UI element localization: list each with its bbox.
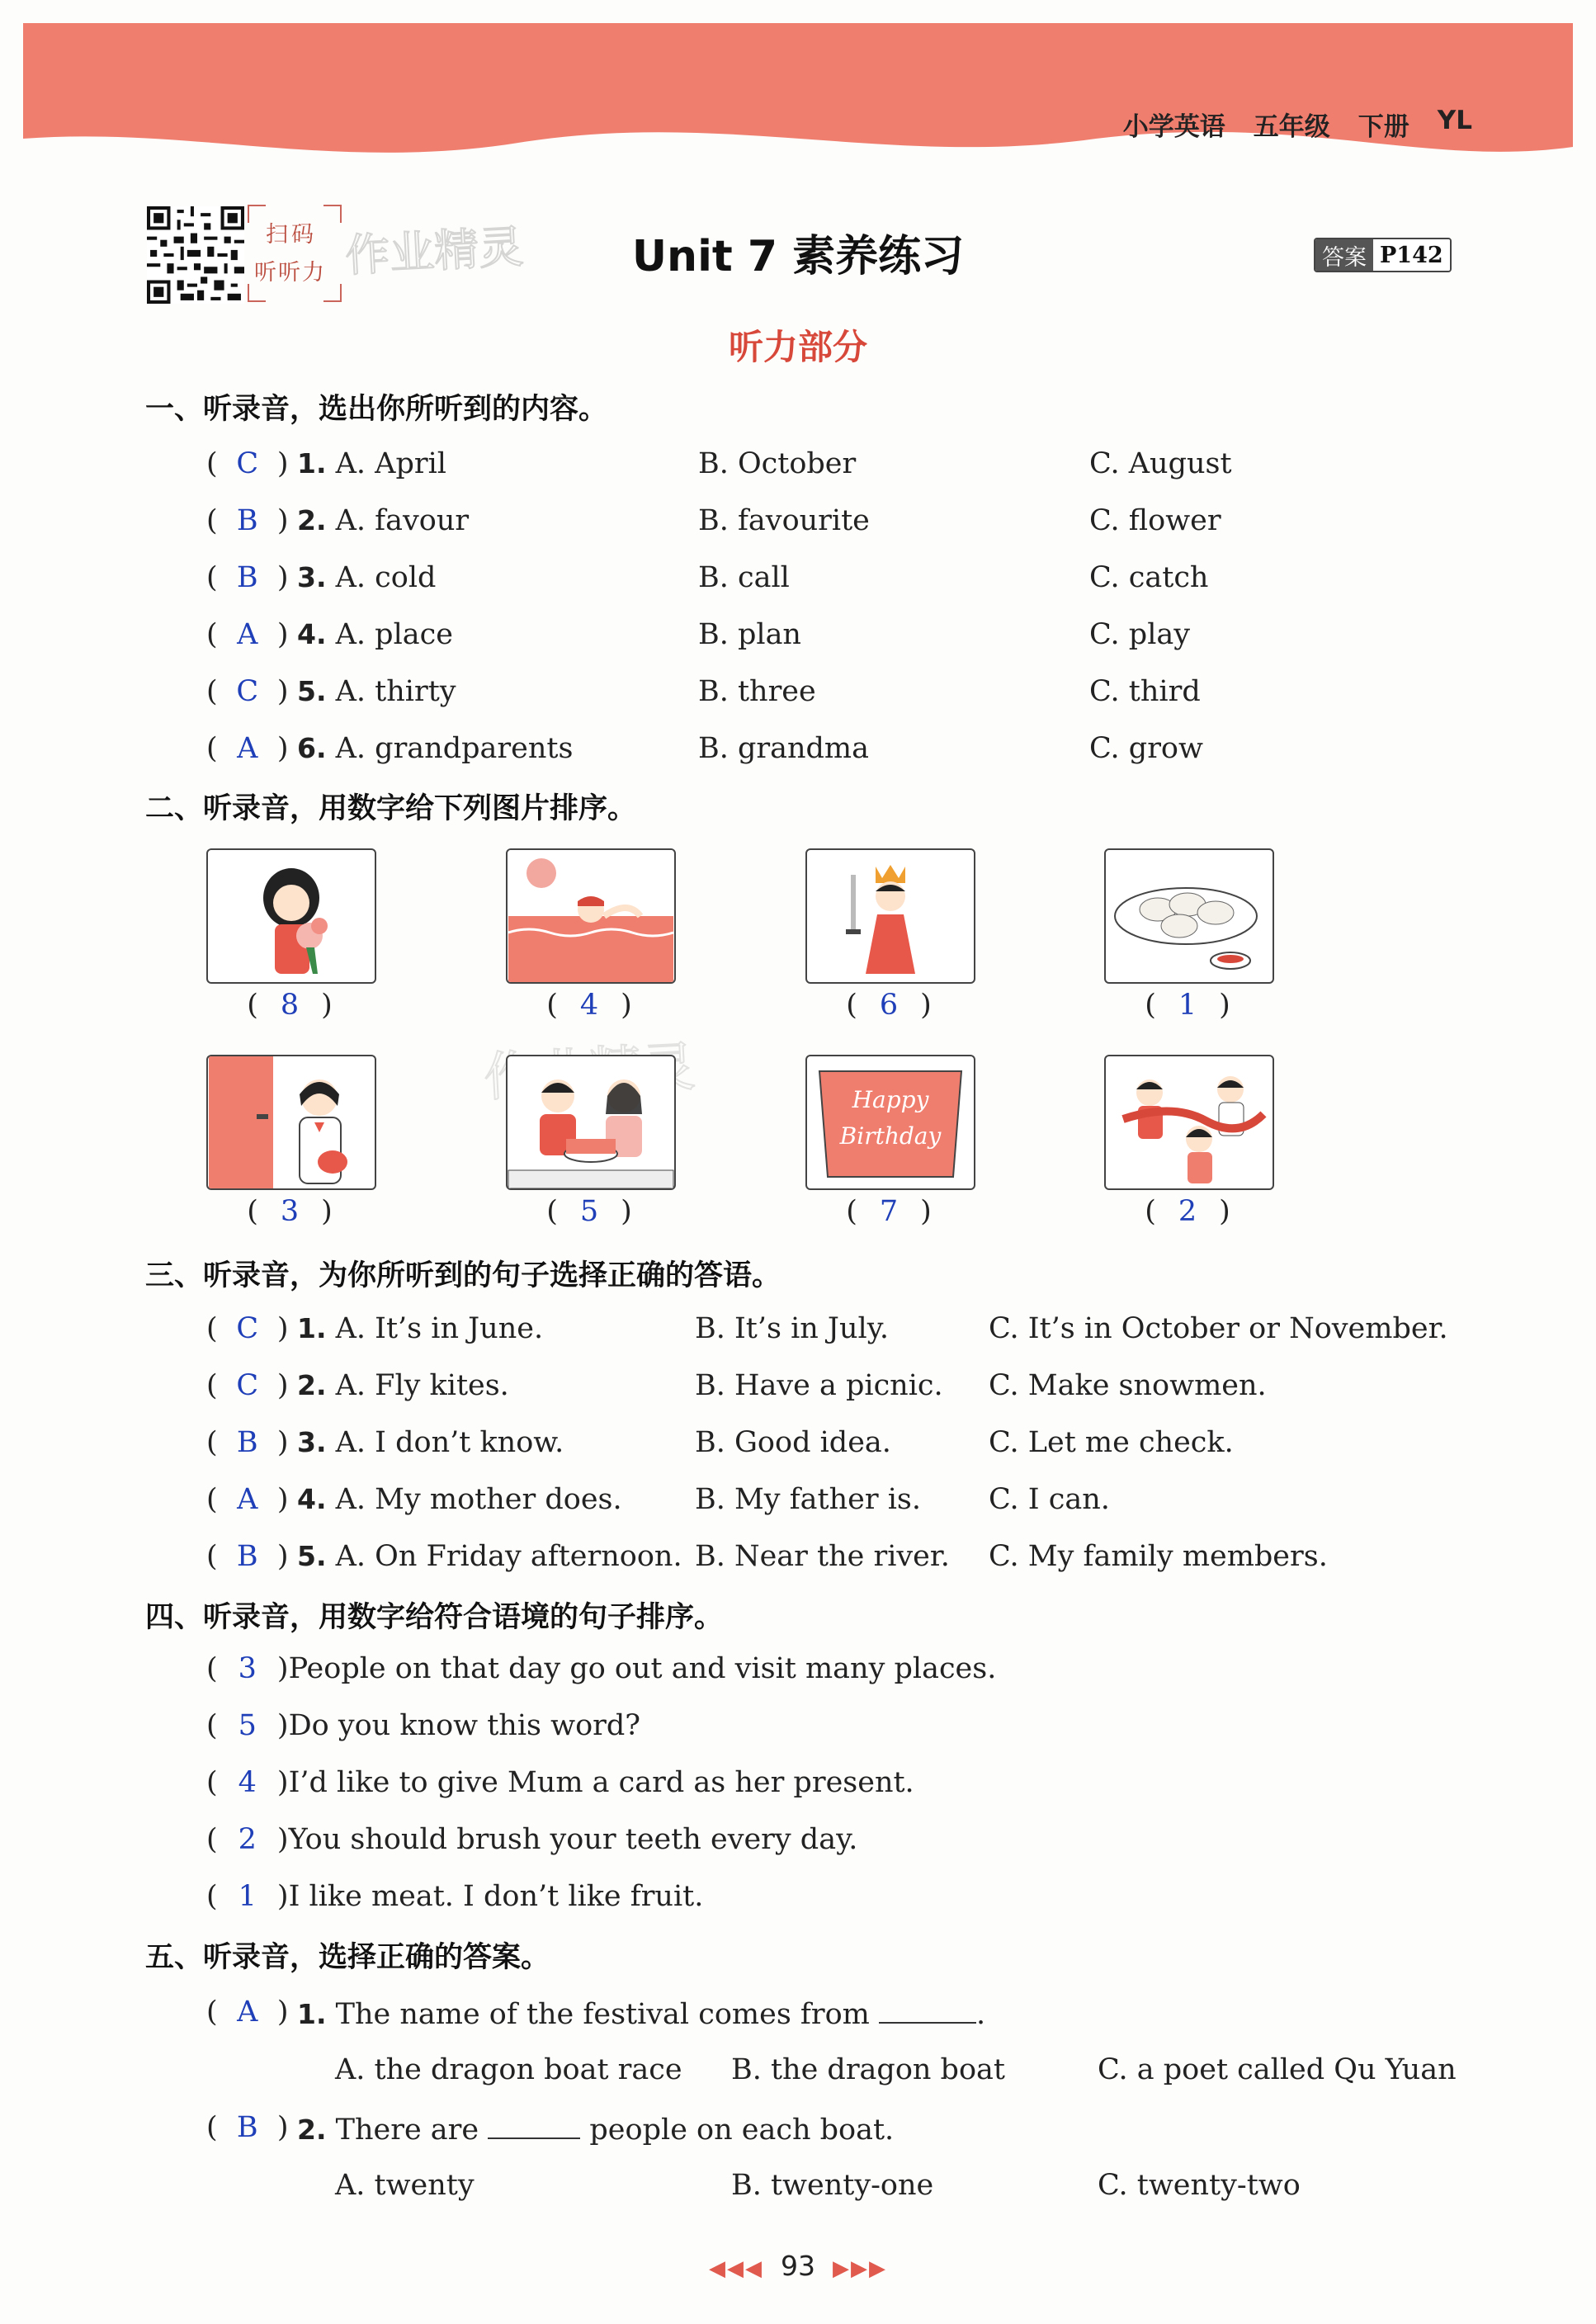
answer-value: 5: [579, 1195, 599, 1228]
answer-paren: ( B ): [206, 1426, 289, 1459]
answer-paren: ( 5 )Do you know this word?: [206, 1709, 641, 1742]
question-option-a: [297, 1426, 564, 1459]
option-a: A. thirty: [335, 675, 456, 708]
option-b: B. favourite: [698, 504, 870, 537]
picture-order-answer: ( 2 ): [1145, 1195, 1230, 1228]
answer-value: B: [236, 1426, 258, 1459]
question-option-a: [297, 1312, 543, 1345]
sentence-row: [0, 1823, 1596, 1864]
answer-value: 8: [280, 989, 300, 1022]
question-stem: [297, 2111, 894, 2147]
answer-value: A: [237, 1483, 258, 1516]
answer-value: B: [236, 2111, 258, 2144]
answer-value: 7: [879, 1195, 899, 1228]
option-c: C. third: [1089, 675, 1201, 708]
answer-label: 答案: [1315, 239, 1373, 271]
option-a: A. cold: [335, 561, 437, 594]
answer-value: 1: [238, 1880, 257, 1913]
volume-label: 下册: [1358, 112, 1409, 142]
answer-page: P142: [1373, 239, 1450, 271]
option-a: A. place: [335, 618, 453, 651]
question-number: 2.: [297, 2114, 327, 2146]
scan-label-line1: 扫码: [266, 222, 317, 248]
option-a: A. Fly kites.: [335, 1369, 509, 1402]
option-a: A. grandparents: [335, 732, 574, 765]
question-row: [0, 732, 1596, 773]
question-number: 4.: [297, 618, 327, 650]
answer-paren: ( A ): [206, 732, 289, 765]
question-row: [0, 618, 1596, 659]
question-option-a: [297, 1369, 509, 1402]
option-c: C. a poet called Qu Yuan: [1098, 2053, 1457, 2086]
watermark-text: 作业精灵: [343, 220, 525, 282]
option-b: B. It’s in July.: [695, 1312, 889, 1345]
answer-paren: ( 4 )I’d like to give Mum a card as her present.: [206, 1766, 914, 1799]
option-b: B. My father is.: [695, 1483, 921, 1516]
sentence-text: I’d like to give Mum a card as her present.: [288, 1766, 914, 1799]
option-c: C. Make snowmen.: [989, 1369, 1267, 1402]
answer-blank[interactable]: [879, 1996, 976, 2024]
option-b: B. twenty-one: [731, 2169, 934, 2202]
subject-label: 小学英语: [1122, 112, 1225, 142]
sentence-row: [0, 1709, 1596, 1750]
section-5-heading: 五、听录音，选择正确的答案。: [145, 1941, 550, 1974]
answer-paren: ( B ): [206, 561, 289, 594]
answer-value: C: [236, 447, 259, 480]
sentence-row: [0, 1766, 1596, 1807]
picture-woman-with-flowers: [206, 848, 376, 984]
picture-order-answer: ( 6 ): [846, 989, 932, 1022]
question-row: [0, 675, 1596, 716]
question-row: [0, 1369, 1596, 1410]
question-option-a: [297, 561, 436, 594]
card-text-happy: Happy: [852, 1086, 929, 1113]
page-footer: [0, 2250, 1596, 2282]
question-row: [0, 2111, 1596, 2152]
answer-value: B: [236, 1540, 258, 1573]
picture-girl-at-door: [206, 1055, 376, 1190]
question-number: 3.: [297, 1426, 327, 1458]
question-option-a: [297, 1540, 682, 1573]
sentence-text: You should brush your teeth every day.: [288, 1823, 858, 1856]
option-a: A. the dragon boat race: [335, 2053, 682, 2086]
answer-value: 4: [238, 1766, 257, 1799]
option-c: C. grow: [1089, 732, 1203, 765]
answer-paren: ( C ): [206, 447, 289, 480]
answer-value: C: [236, 1312, 259, 1345]
answer-blank[interactable]: [488, 2111, 580, 2139]
option-a: A. I don’t know.: [335, 1426, 564, 1459]
edition-label: YL: [1437, 106, 1472, 135]
picture-order-answer: ( 1 ): [1145, 989, 1230, 1022]
picture-kids-making-cake: [506, 1055, 676, 1190]
sentence-text: Do you know this word?: [288, 1709, 641, 1742]
picture-order-answer: ( 8 ): [247, 989, 333, 1022]
question-row: [0, 1540, 1596, 1581]
question-text-after: people on each boat.: [589, 2114, 895, 2147]
question-row: [0, 447, 1596, 489]
answer-paren: ( 1 )I like meat. I don’t like fruit.: [206, 1880, 704, 1913]
answer-value: 2: [1178, 1195, 1197, 1228]
question-text: The name of the festival comes from: [335, 1998, 870, 2031]
option-b: B. plan: [698, 618, 801, 651]
section-4-heading: 四、听录音，用数字给符合语境的句子排序。: [145, 1601, 724, 1634]
question-stem: [297, 1996, 985, 2031]
answer-value: 1: [1178, 989, 1197, 1022]
option-c: C. I can.: [989, 1483, 1110, 1516]
next-arrows-icon: ▶▶▶: [832, 2256, 887, 2281]
answer-value: A: [237, 618, 258, 651]
option-a: A. April: [335, 447, 446, 480]
question-option-a: [297, 618, 453, 651]
question-option-a: [297, 732, 573, 765]
question-number: 2.: [297, 504, 327, 536]
answer-value: B: [236, 561, 258, 594]
question-number: 1.: [297, 447, 327, 479]
question-row: [0, 1426, 1596, 1467]
picture-order-answer: ( 5 ): [546, 1195, 632, 1228]
answer-paren: ( C ): [206, 675, 289, 708]
option-c: C. play: [1089, 618, 1191, 651]
answer-paren: ( 3 )People on that day go out and visit many places.: [206, 1652, 997, 1685]
answer-paren: ( B ): [206, 1540, 289, 1573]
answer-value: C: [236, 675, 259, 708]
answer-value: A: [237, 1996, 258, 2029]
question-row: [0, 1996, 1596, 2037]
answer-paren: ( A ): [206, 1996, 289, 2029]
question-number: 1.: [297, 1312, 327, 1344]
answer-value: 2: [238, 1823, 257, 1856]
question-number: 1.: [297, 1998, 327, 2030]
answer-paren: ( C ): [206, 1369, 289, 1402]
picture-prince-costume: [805, 848, 975, 984]
option-b: B. Near the river.: [695, 1540, 950, 1573]
header-meta: [1123, 106, 1472, 143]
option-a: A. twenty: [335, 2169, 475, 2202]
question-option-a: [297, 504, 469, 537]
page-title: Unit 7 素养练习: [631, 232, 965, 281]
question-end: .: [976, 1998, 986, 2031]
options-row: [0, 2169, 1596, 2210]
page-number: 93: [781, 2250, 815, 2282]
picture-dragon-dance: [1104, 1055, 1274, 1190]
answer-value: 4: [579, 989, 599, 1022]
option-c: C. Let me check.: [989, 1426, 1234, 1459]
answer-page-ref: [1314, 238, 1452, 272]
option-c: C. August: [1089, 447, 1232, 480]
section-1-heading: 一、听录音，选出你所听到的内容。: [145, 393, 608, 426]
scan-label-line2: 听听力: [254, 260, 326, 286]
options-row: [0, 2053, 1596, 2095]
option-c: C. twenty-two: [1098, 2169, 1301, 2202]
question-number: 5.: [297, 675, 327, 707]
option-c: C. It’s in October or November.: [989, 1312, 1448, 1345]
answer-paren: ( A ): [206, 618, 289, 651]
answer-paren: ( C ): [206, 1312, 289, 1345]
answer-value: B: [236, 504, 258, 537]
sentence-text: I like meat. I don’t like fruit.: [288, 1880, 704, 1913]
option-b: B. three: [698, 675, 816, 708]
section-3-heading: 三、听录音，为你所听到的句子选择正确的答语。: [145, 1259, 781, 1292]
question-number: 4.: [297, 1483, 327, 1515]
question-number: 3.: [297, 561, 327, 593]
card-text-birthday: Birthday: [839, 1122, 942, 1150]
option-b: B. October: [698, 447, 857, 480]
section-2-heading: 二、听录音，用数字给下列图片排序。: [145, 792, 637, 825]
picture-order-answer: ( 3 ): [247, 1195, 333, 1228]
grade-label: 五年级: [1253, 112, 1330, 142]
option-a: A. favour: [335, 504, 470, 537]
question-row: [0, 1483, 1596, 1524]
answer-value: 6: [879, 989, 899, 1022]
question-option-a: [297, 1483, 622, 1516]
question-number: 2.: [297, 1369, 327, 1401]
sentence-row: [0, 1652, 1596, 1693]
answer-value: A: [237, 732, 258, 765]
option-c: C. catch: [1089, 561, 1209, 594]
option-b: B. Have a picnic.: [695, 1369, 943, 1402]
option-a: A. On Friday afternoon.: [335, 1540, 682, 1573]
option-b: B. the dragon boat: [731, 2053, 1005, 2086]
option-b: B. grandma: [698, 732, 869, 765]
answer-paren: ( 2 )You should brush your teeth every day.: [206, 1823, 858, 1856]
picture-order-answer: ( 7 ): [846, 1195, 932, 1228]
question-row: [0, 504, 1596, 546]
answer-value: C: [236, 1369, 259, 1402]
question-number: 5.: [297, 1540, 327, 1572]
sentence-text: People on that day go out and visit many places.: [288, 1652, 997, 1685]
option-c: C. My family members.: [989, 1540, 1328, 1573]
prev-arrows-icon: ◀◀◀: [709, 2256, 764, 2281]
option-b: B. call: [698, 561, 790, 594]
option-a: A. My mother does.: [335, 1483, 622, 1516]
answer-value: 5: [238, 1709, 257, 1742]
question-row: [0, 561, 1596, 602]
picture-happy-birthday-card: [805, 1055, 975, 1190]
question-option-a: [297, 675, 456, 708]
answer-value: 3: [238, 1652, 257, 1685]
picture-dumplings-plate: [1104, 848, 1274, 984]
question-option-a: [297, 447, 446, 480]
option-c: C. flower: [1089, 504, 1221, 537]
answer-paren: ( B ): [206, 2111, 289, 2144]
picture-order-answer: ( 4 ): [546, 989, 632, 1022]
question-number: 6.: [297, 732, 327, 764]
part-title: 听力部分: [728, 327, 867, 367]
picture-swimming-in-sea: [506, 848, 676, 984]
question-row: [0, 1312, 1596, 1353]
option-b: B. Good idea.: [695, 1426, 891, 1459]
answer-value: 3: [280, 1195, 300, 1228]
question-text-before: There are: [335, 2114, 479, 2147]
answer-paren: ( B ): [206, 504, 289, 537]
sentence-row: [0, 1880, 1596, 1921]
option-a: A. It’s in June.: [335, 1312, 544, 1345]
answer-paren: ( A ): [206, 1483, 289, 1516]
